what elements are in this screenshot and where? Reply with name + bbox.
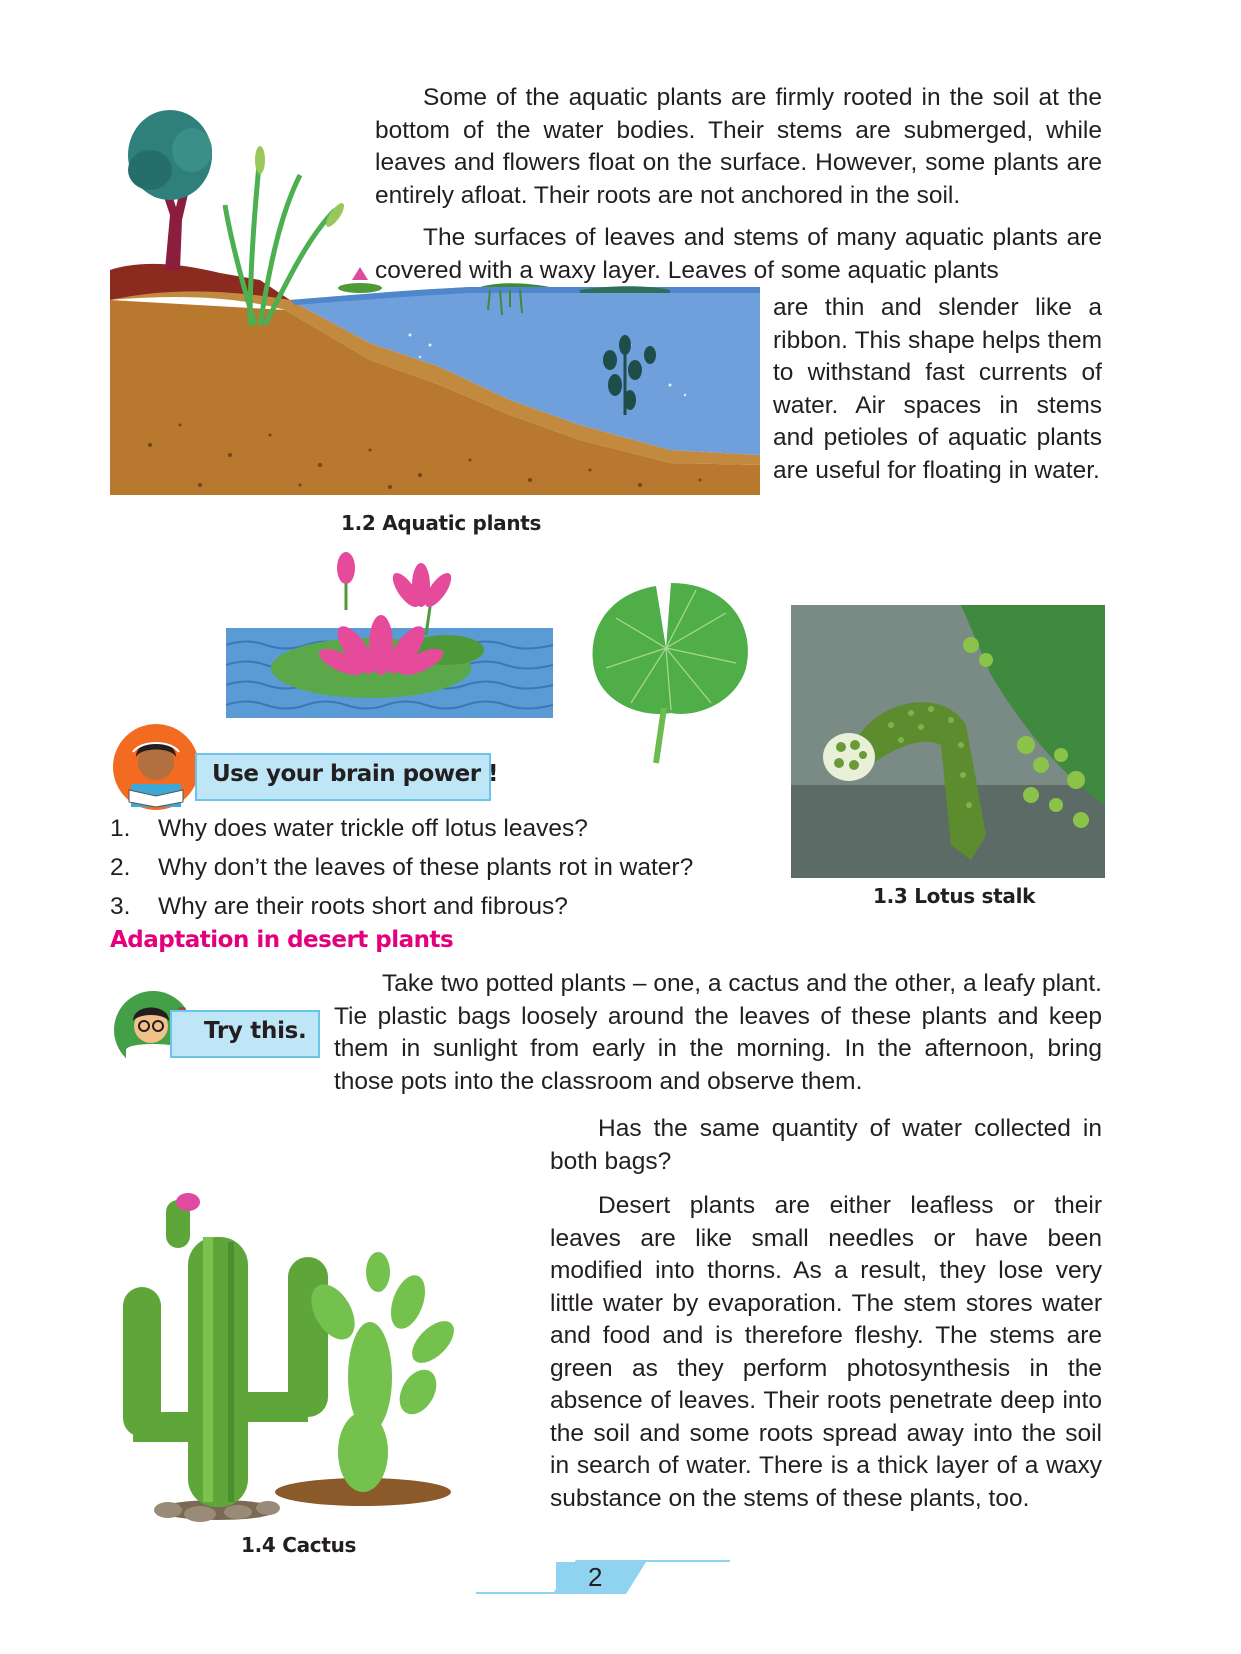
question-item bbox=[110, 815, 588, 843]
section-heading: Adaptation in desert plants bbox=[110, 927, 454, 953]
paragraph-waxy-layer-top: The surfaces of leaves and stems of many aquatic plants are covered with a waxy layer. Leaves of some aquatic plants bbox=[375, 224, 1102, 284]
question-text: Why don’t the leaves of these plants rot in water? bbox=[158, 854, 694, 881]
question-number: 3. bbox=[110, 893, 131, 920]
paragraph-waxy-layer-side: are thin and slender like a ribbon. This shape helps them to withstand fast currents of water. Air spaces in stems and petioles of aquatic plants are useful for floating in water. bbox=[773, 294, 1102, 484]
caption-lotus-stalk: 1.3 Lotus stalk bbox=[873, 884, 1036, 908]
cactus-illustration bbox=[108, 1192, 523, 1522]
page-number-banner bbox=[476, 1556, 730, 1600]
question-text: Why are their roots short and fibrous? bbox=[158, 893, 568, 920]
question-item bbox=[110, 893, 568, 921]
question-item bbox=[110, 854, 693, 882]
girl-reading-icon bbox=[111, 722, 207, 812]
brain-power-title: Use your brain power ! bbox=[212, 761, 499, 787]
paragraph-try-activity: Take two potted plants – one, a cactus and the other, a leafy plant. Tie plastic bags loosely around the leaves of these plants and keep them in sunlight from early in the morning. In the afternoon, bring those pots into the classroom and observe them. bbox=[334, 970, 1102, 1095]
lotus-pond-illustration bbox=[226, 550, 553, 718]
lotus-leaf-illustration bbox=[586, 578, 756, 768]
lotus-stalk-photo bbox=[791, 605, 1105, 878]
paragraph-desert-plants: Desert plants are either leafless or their leaves are like small needles or have been modified into thorns. As a result, they lose very little water by evaporation. The stem stores water and food and is therefore fleshy. The stems are green as they perform photosynthesis in the absence of leaves. Their roots penetrate deep into the soil and some roots spread away into the soil in search of water. There is a thick layer of a waxy substance on the stems of these plants, too. bbox=[550, 1192, 1102, 1512]
question-number: 2. bbox=[110, 854, 131, 881]
paragraph-same-quantity: Has the same quantity of water collected in both bags? bbox=[550, 1115, 1102, 1175]
question-number: 1. bbox=[110, 815, 131, 842]
caption-cactus: 1.4 Cactus bbox=[241, 1533, 357, 1557]
question-text: Why does water trickle off lotus leaves? bbox=[158, 815, 588, 842]
try-this-label: Try this. bbox=[204, 1018, 307, 1044]
paragraph-aquatic-rooted: Some of the aquatic plants are firmly rooted in the soil at the bottom of the water bodies. Their stems are submerged, while leaves and flowers float on the surface. However, some plants are entirely afloat. Their roots are not anchored in the soil. bbox=[375, 84, 1102, 209]
caption-aquatic-plants: 1.2 Aquatic plants bbox=[341, 511, 542, 535]
page-number: 2 bbox=[588, 1562, 603, 1592]
